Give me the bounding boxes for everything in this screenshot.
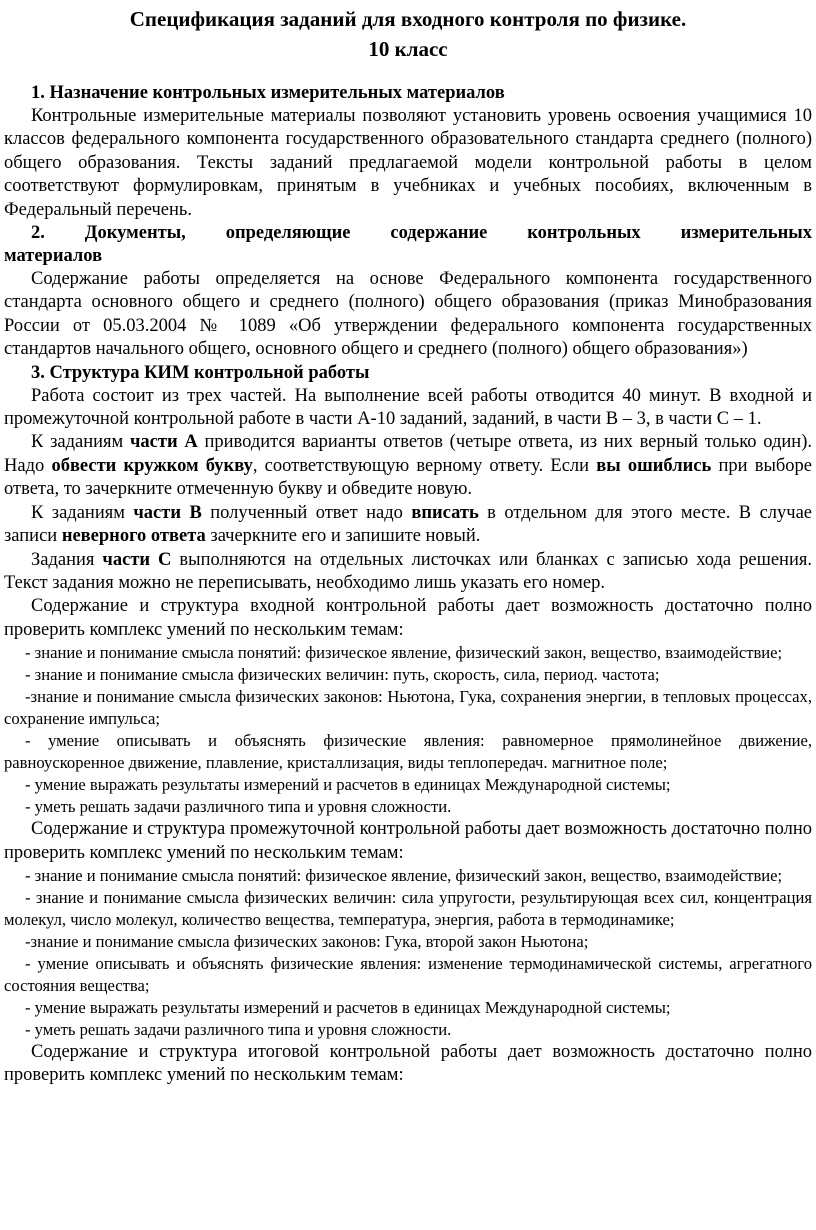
entry-skill-item: - знание и понимание смысла понятий: физическое явление, физический закон, вещество, взаимодействие; — [25, 643, 783, 663]
entry-skill-item: - умение выражать результаты измерений и расчетов в единицах Международной системы; — [25, 775, 671, 795]
section-3-paragraph-part-b — [4, 502, 812, 549]
section-2-heading-continued: материалов — [4, 246, 103, 267]
midterm-skill-item: - умение выражать результаты измерений и расчетов в единицах Международной системы; — [25, 997, 671, 1017]
bold-run: вписать — [411, 502, 479, 523]
text-run: , соответствующую верному ответу. Если — [252, 455, 597, 476]
text-run: при выборе ответа, то зачеркните отмеченную букву и обведите новую. — [4, 455, 812, 500]
document-subtitle-grade: 10 класс — [368, 37, 448, 61]
section-1-heading: 1. Назначение контрольных измерительных материалов — [31, 83, 505, 103]
entry-skill-item: - уметь решать задачи различного типа и уровня сложности. — [25, 797, 452, 817]
section-3-paragraph-part-a — [4, 431, 812, 501]
section-1-text: Контрольные измерительные материалы позволяют установить уровень освоения учащимися 10 классов федерального компонента государственного образовательного стандарта среднего (полного) общего образования. Тексты заданий предлагаемой модели контрольной работы в целом соответствуют формулировкам, принятым в учебниках и учебных пособиях, включенным в Федеральный перечень. — [4, 106, 812, 220]
text-run: зачеркните его и запишите новый. — [205, 526, 481, 547]
text-run: К заданиям — [31, 502, 134, 523]
section-3-heading: 3. Структура КИМ контрольной работы — [31, 362, 370, 383]
entry-skill-item: -знание и понимание смысла физических законов: Ньютона, Гука, сохранения энергии, в тепловых процессах, сохранение импульса; — [4, 687, 812, 729]
bold-run: обвести кружком букву — [51, 455, 253, 476]
text-run: полученный ответ надо — [201, 502, 412, 523]
document-title: Спецификация заданий для входного контроля по физике. — [129, 7, 687, 31]
section-3-paragraph-work-parts: Работа состоит из трех частей. На выполнение всей работы отводится 40 минут. В входной и промежуточной контрольной работе в части А-10 заданий, заданий, в части В – 3, в части С – 1. — [4, 385, 812, 430]
spacer — [4, 64, 812, 82]
section-2-heading: 2. Документы, определяющие содержание контрольных измерительных — [31, 223, 812, 244]
entry-skill-item: - умение описывать и объяснять физические явления: равномерное прямолинейное движение, равноускоренное движение, плавление, кристаллизация, виды теплопередач. магнитное поле; — [4, 731, 812, 773]
bold-run: части С — [102, 549, 172, 570]
text-run: в отдельном для этого месте. В случае записи — [4, 502, 813, 547]
midterm-skill-item: - уметь решать задачи различного типа и уровня сложности. — [25, 1019, 452, 1039]
text-run: К заданиям — [31, 432, 130, 453]
entry-test-intro: Содержание и структура входной контрольной работы дает возможность достаточно полно проверить комплекс умений по нескольким темам: — [4, 596, 812, 640]
bold-run: части А — [130, 432, 198, 453]
text-run: Задания — [31, 549, 103, 570]
section-2-text: Содержание работы определяется на основе Федерального компонента государственного стандарта основного общего и среднего (полного) общего образования (приказ Минобразования России от 05.03.2004 № 1089 «Об утверждении федерального компонента государственных стандартов начального общего, основного общего и среднего (полного) общего образования») — [4, 269, 812, 360]
final-test-intro: Содержание и структура итоговой контрольной работы дает возможность достаточно полно проверить комплекс умений по нескольким темам: — [4, 1041, 812, 1086]
midterm-skill-item: - знание и понимание смысла понятий: физическое явление, физический закон, вещество, взаимодействие; — [25, 865, 783, 885]
midterm-skill-item: - знание и понимание смысла физических величин: сила упругости, результирующая всех сил, концентрация молекул, число молекул, количество вещества, температура, энергия, работа в термодинамике; — [4, 887, 812, 929]
text-run: приводится варианты ответов (четыре ответа, из них верный только один). Надо — [4, 432, 812, 476]
bold-run: вы ошиблись — [596, 455, 712, 476]
entry-skill-item: - знание и понимание смысла физических величин: путь, скорость, сила, период. частота; — [25, 665, 660, 685]
section-3-paragraph-part-c — [4, 549, 812, 596]
bold-run: неверного ответа — [61, 526, 206, 547]
text-run: выполняются на отдельных листочках или бланках с записью хода решения. Текст задания можно не переписывать, необходимо лишь указать его номер. — [4, 549, 812, 593]
midterm-test-intro: Содержание и структура промежуточной контрольной работы дает возможность достаточно полно проверить комплекс умений по нескольким темам: — [4, 819, 812, 863]
bold-run: части В — [133, 502, 202, 523]
midterm-skill-item: -знание и понимание смысла физических законов: Гука, второй закон Ньютона; — [25, 931, 589, 951]
midterm-skill-item: - умение описывать и объяснять физические явления: изменение термодинамической системы, агрегатного состояния вещества; — [4, 953, 812, 995]
